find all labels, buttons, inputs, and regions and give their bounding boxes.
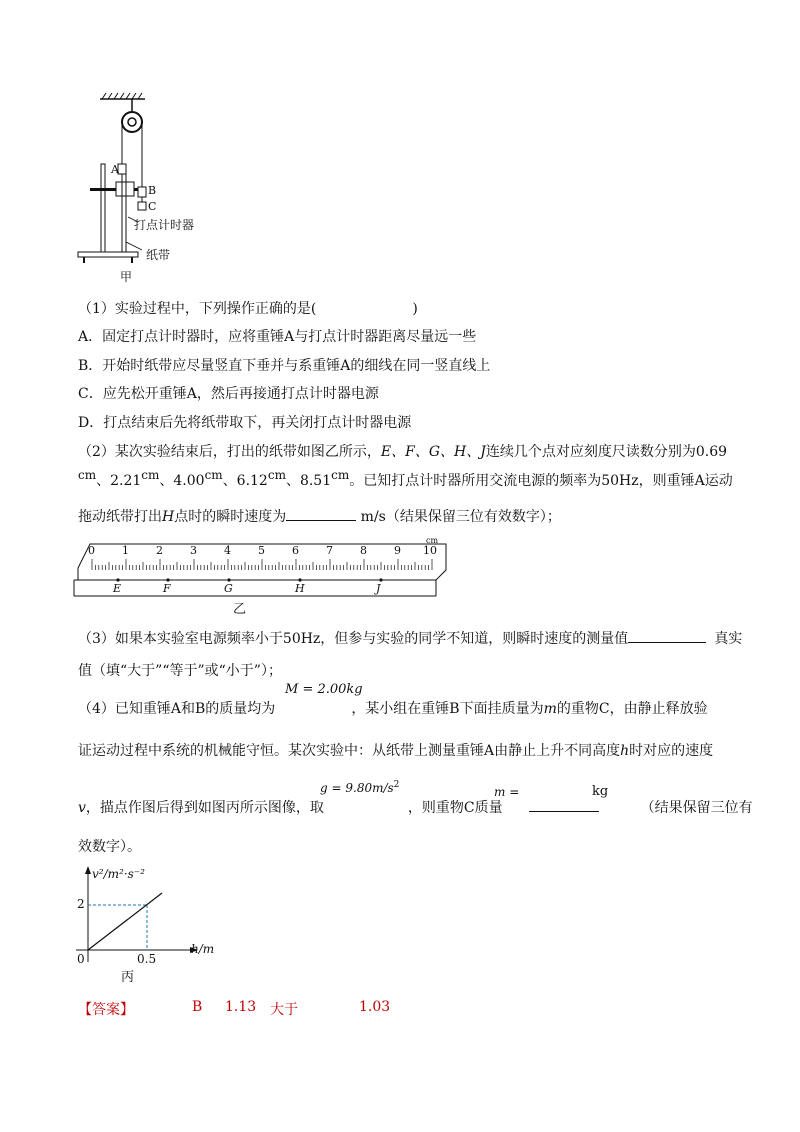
- ruler-label-4: 4: [224, 544, 231, 557]
- g-formula: $g = 9.80m/s^2$: [320, 780, 400, 795]
- q4-line4: 效数字）。: [78, 839, 141, 855]
- point-H: H: [295, 582, 305, 595]
- q1-option-c: C．应先松开重锤A，然后再接通打点计时器电源: [78, 386, 379, 402]
- ruler-unit: cm: [426, 536, 439, 545]
- apparatus-figure: [70, 92, 190, 287]
- q4-line1: （4）已知重锤A和B的质量均为 ，某小组在重锤B下面挂质量为m的重物C，由静止释放验: [78, 701, 708, 717]
- figure-caption-jia: 甲: [120, 270, 133, 284]
- graph-y-label: v²/m²·s⁻²: [92, 867, 145, 881]
- mass-formula: M = 2.00kg: [285, 682, 363, 697]
- figure-caption-yi: 乙: [233, 602, 247, 617]
- q1-option-d: D．打点结束后先将纸带取下，再关闭打点计时器电源: [78, 415, 412, 431]
- q1-stem: （1）实验过程中，下列操作正确的是( ): [78, 301, 418, 317]
- tape-label: 纸带: [146, 248, 171, 262]
- ruler-label-7: 7: [326, 544, 333, 557]
- q1-option-b: B．开始时纸带应尽量竖直下垂并与系重锤A的细线在同一竖直线上: [78, 358, 491, 374]
- figure-caption-bing: 丙: [121, 970, 135, 985]
- ruler-label-10: 10: [423, 544, 437, 557]
- answer-label: 【答案】: [78, 1002, 134, 1018]
- point-G: G: [224, 582, 233, 595]
- q2-line2: cm、2.21cm、4.00cm、6.12cm、8.51cm。已知打点计时器所用交流电源的频率为50Hz，则重锤A运动: [78, 468, 733, 489]
- label-A: A: [111, 163, 119, 176]
- answer-1: B: [192, 999, 203, 1015]
- answer-3: 大于: [270, 1002, 298, 1018]
- point-F: F: [163, 582, 171, 595]
- q2-line3: 拖动纸带打出H点时的瞬时速度为 m/s（结果保留三位有效数字）；: [78, 506, 561, 526]
- q2-answer-blank[interactable]: [286, 506, 356, 521]
- graph-x-label: h/m: [191, 942, 215, 956]
- answer-2: 1.13: [225, 999, 257, 1015]
- m-eq: m =: [494, 785, 520, 799]
- q2-line1: （2）某次实验结束后，打出的纸带如图乙所示，E、F、G、H、J连续几个点对应刻度尺读数分别为0.69: [78, 444, 728, 460]
- ruler-label-5: 5: [258, 544, 265, 557]
- answer-4: 1.03: [359, 999, 391, 1015]
- ruler-label-1: 1: [122, 544, 129, 557]
- ruler-label-9: 9: [394, 544, 401, 557]
- ruler-label-0: 0: [88, 544, 95, 557]
- graph-y-tick: 2: [77, 897, 85, 911]
- point-J: J: [376, 582, 381, 595]
- q4-line3: v，描点作图后得到如图丙所示图像，取 ，则重物C质量 （结果保留三位有: [78, 797, 753, 817]
- label-B: B: [148, 184, 157, 197]
- q1-option-a: A．固定打点计时器时，应将重锤A与打点计时器距离尽量远一些: [78, 329, 477, 345]
- kg-unit: kg: [592, 784, 609, 799]
- q3-line2: 值（填“大于”“等于”或“小于”）；: [78, 663, 282, 679]
- timer-label: 打点计时器: [134, 218, 195, 232]
- graph-origin: 0: [77, 952, 85, 966]
- graph-x-tick: 0.5: [137, 952, 157, 966]
- ruler-label-3: 3: [190, 544, 197, 557]
- ruler-label-6: 6: [292, 544, 299, 557]
- q4-line2: 证运动过程中系统的机械能守恒。某次实验中：从纸带上测量重锤A由静止上升不同高度h时对应的速度: [78, 743, 714, 759]
- q3-line1: （3）如果本实验室电源频率小于50Hz，但参与实验的同学不知道，则瞬时速度的测量值 真实: [78, 628, 742, 648]
- ruler-label-8: 8: [360, 544, 367, 557]
- q4-answer-blank[interactable]: [529, 797, 599, 812]
- data-line: [88, 893, 162, 950]
- point-E: E: [113, 582, 122, 595]
- label-C: C: [148, 200, 157, 213]
- ruler-label-2: 2: [156, 544, 163, 557]
- q3-answer-blank[interactable]: [628, 628, 706, 643]
